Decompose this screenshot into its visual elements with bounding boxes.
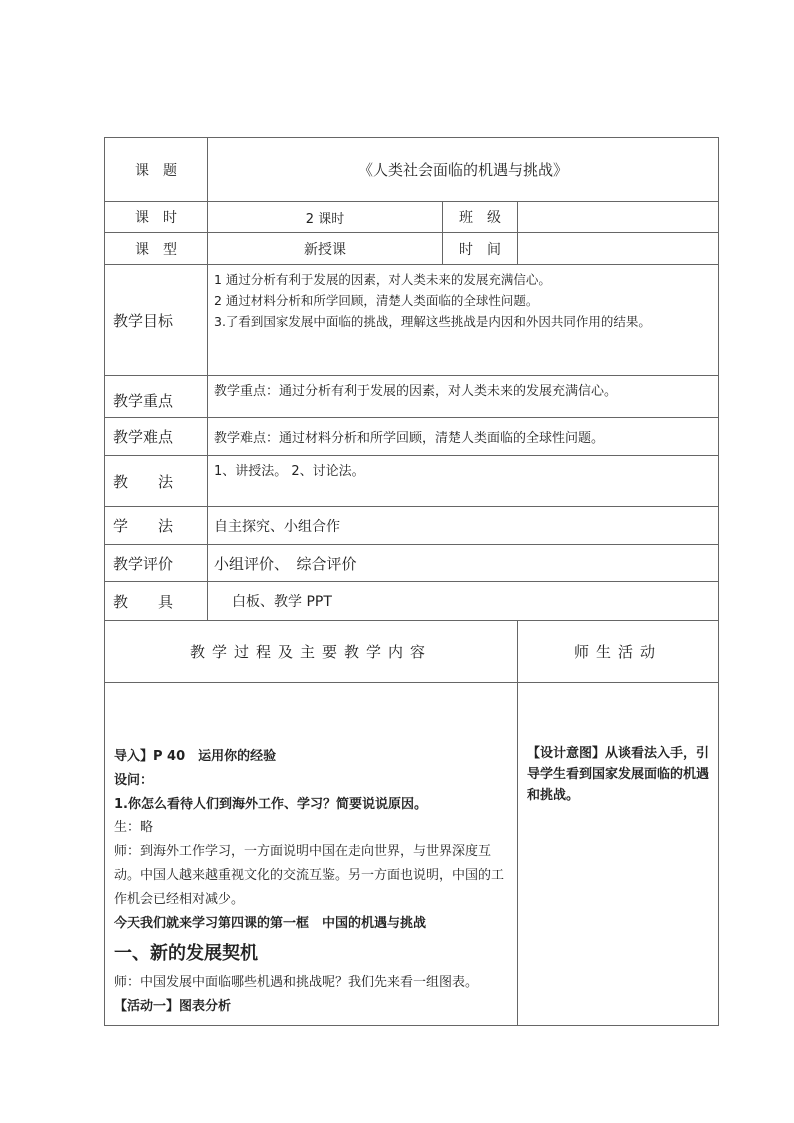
hours-label: 课 时	[105, 202, 208, 233]
tools-row	[105, 582, 719, 621]
key-points-value: 教学重点：通过分析有利于发展的因素，对人类未来的发展充满信心。	[208, 376, 719, 418]
type-label: 课 型	[105, 233, 208, 265]
process-content	[105, 683, 518, 1026]
lesson-intro: 今天我们就来学习第四课的第一框 中国的机遇与挑战	[114, 915, 427, 931]
difficulties-label: 教学难点	[105, 418, 208, 456]
goals-row	[105, 265, 719, 376]
teacher-prompt: 师：中国发展中面临哪些机遇和挑战呢？我们先来看一组图表。	[114, 975, 479, 991]
process-table	[104, 620, 719, 1026]
methods-value: 1、讲授法。 2、讨论法。	[208, 456, 719, 507]
evaluation-row	[105, 545, 719, 582]
activity-heading: 【活动一】图表分析	[114, 999, 232, 1015]
lesson-plan-document	[104, 137, 718, 1026]
goals-list	[208, 265, 719, 376]
learning-value: 自主探究、小组合作	[208, 507, 719, 545]
time-label: 时 间	[443, 233, 518, 265]
type-row	[105, 233, 719, 265]
teacher-student-activity	[518, 683, 719, 1026]
topic-label: 课 题	[105, 138, 208, 202]
process-body-row	[105, 683, 719, 1026]
process-header-row	[105, 621, 719, 683]
methods-label: 教 法	[105, 456, 208, 507]
section-heading: 一、新的发展契机	[114, 943, 258, 965]
tools-label: 教 具	[105, 582, 208, 621]
topic-row	[105, 138, 719, 202]
learning-label: 学 法	[105, 507, 208, 545]
type-value: 新授课	[208, 233, 443, 265]
intro-heading: 导入】P 40 运用你的经验	[114, 749, 277, 764]
evaluation-value: 小组评价、 综合评价	[208, 545, 719, 582]
methods-row	[105, 456, 719, 507]
key-points-row	[105, 376, 719, 418]
time-value	[518, 233, 719, 265]
student-answer: 生：略	[114, 820, 154, 836]
question-text: 1.你怎么看待人们到海外工作、学习？简要说说原因。	[114, 796, 427, 812]
process-content-header: 教学过程及主要教学内容	[105, 621, 518, 683]
question-label: 设问：	[114, 772, 154, 788]
tools-value: 白板、教学 PPT	[208, 582, 719, 621]
difficulties-value: 教学难点：通过材料分析和所学回顾，清楚人类面临的全球性问题。	[208, 418, 719, 456]
goals-label: 教学目标	[105, 265, 208, 376]
learning-row	[105, 507, 719, 545]
difficulties-row	[105, 418, 719, 456]
goal-item: 1 通过分析有利于发展的因素，对人类未来的发展充满信心。	[214, 272, 551, 287]
teacher-explanation: 师：到海外工作学习，一方面说明中国在走向世界，与世界深度互动。中国人越来越重视文化的交流互鉴。另一方面也说明，中国的工作机会已经相对减少。	[114, 844, 505, 907]
class-label: 班 级	[443, 202, 518, 233]
hours-row	[105, 202, 719, 233]
hours-value: 2 课时	[208, 202, 443, 233]
topic-value: 《人类社会面临的机遇与挑战》	[208, 138, 719, 202]
teacher-student-header: 师生活动	[518, 621, 719, 683]
goal-item: 3.了看到国家发展中面临的挑战，理解这些挑战是内因和外因共同作用的结果。	[214, 314, 651, 329]
evaluation-label: 教学评价	[105, 545, 208, 582]
goal-item: 2 通过材料分析和所学回顾，清楚人类面临的全球性问题。	[214, 293, 539, 308]
key-points-label: 教学重点	[105, 376, 208, 418]
lesson-plan-table	[104, 137, 719, 621]
class-value	[518, 202, 719, 233]
design-intent-note: 【设计意图】从谈看法入手，引导学生看到国家发展面临的机遇和挑战。	[527, 746, 710, 803]
